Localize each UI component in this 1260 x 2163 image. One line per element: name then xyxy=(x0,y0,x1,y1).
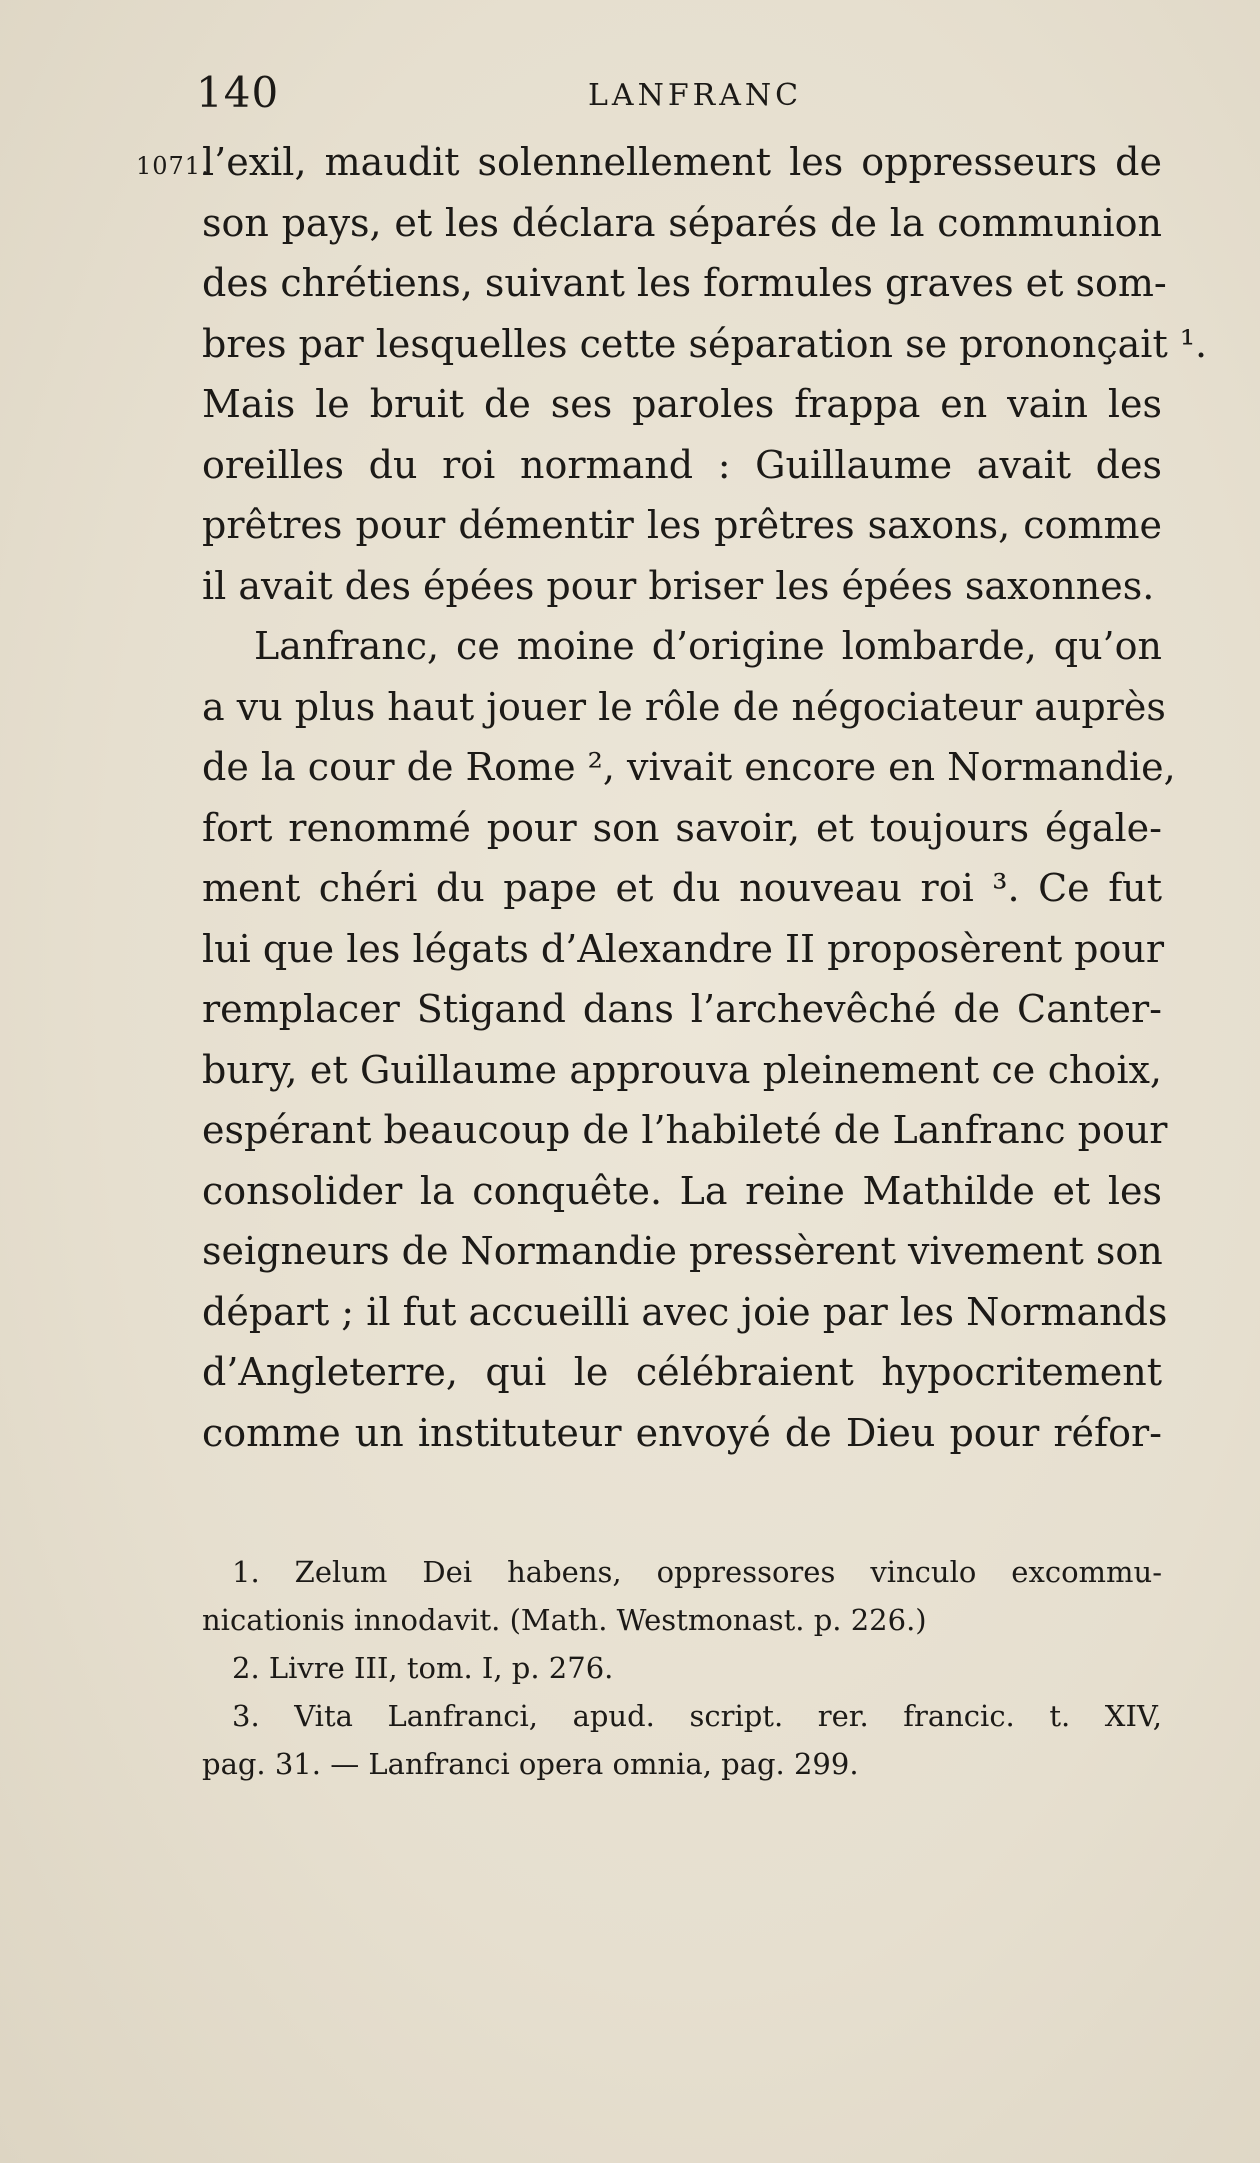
text-line: remplacer Stigand dans l’archevêché de Canter- xyxy=(202,987,1162,1031)
text-line: lui que les légats d’Alexandre II proposèrent pour xyxy=(202,926,1165,971)
footnote-line: nicationis innodavit. (Math. Westmonast. p. 226.) xyxy=(202,1603,927,1637)
text-line: oreilles du roi normand : Guillaume avait des xyxy=(202,442,1162,487)
text-line: bury, et Guillaume approuva pleinement ce choix, xyxy=(202,1047,1162,1092)
text-line: il avait des épées pour briser les épées saxonnes. xyxy=(202,563,1155,608)
text-line: Mais le bruit de ses paroles frappa en vain les xyxy=(202,382,1162,426)
text-line: comme un instituteur envoyé de Dieu pour réfor- xyxy=(202,1410,1162,1455)
footnote-line: 2. Livre III, tom. I, p. 276. xyxy=(232,1651,614,1685)
text-line: l’exil, maudit solennellement les oppresseurs de xyxy=(202,140,1162,184)
page-number: 140 xyxy=(196,68,280,117)
text-line: départ ; il fut accueilli avec joie par les Normands xyxy=(202,1289,1168,1334)
text-line: son pays, et les déclara séparés de la communion xyxy=(202,200,1162,245)
footnote-line: 3. Vita Lanfranci, apud. script. rer. francic. t. XIV, xyxy=(232,1699,1162,1733)
margin-year-note: 1071. xyxy=(136,152,210,180)
text-line: seigneurs de Normandie pressèrent vivement son xyxy=(202,1229,1163,1273)
footnote-line: pag. 31. — Lanfranci opera omnia, pag. 299. xyxy=(202,1747,859,1781)
text-line: prêtres pour démentir les prêtres saxons, comme xyxy=(202,503,1162,547)
body-text xyxy=(202,132,1208,1463)
text-line: bres par lesquelles cette séparation se prononçait ¹. xyxy=(202,321,1208,366)
running-title: LANFRANC xyxy=(588,78,803,113)
footnote-line: 1. Zelum Dei habens, oppressores vinculo excommu- xyxy=(232,1555,1162,1589)
footnotes xyxy=(202,1548,1162,1788)
text-line: d’Angleterre, qui le célébraient hypocritement xyxy=(202,1350,1162,1394)
text-line: a vu plus haut jouer le rôle de négociateur auprès xyxy=(202,684,1166,729)
text-line: Lanfranc, ce moine d’origine lombarde, qu’on xyxy=(254,624,1162,668)
text-line: des chrétiens, suivant les formules graves et som- xyxy=(202,261,1167,305)
text-line: fort renommé pour son savoir, et toujours égale- xyxy=(202,805,1162,850)
text-line: espérant beaucoup de l’habileté de Lanfranc pour xyxy=(202,1108,1168,1152)
text-line: consolider la conquête. La reine Mathilde et les xyxy=(202,1168,1162,1213)
page-header xyxy=(0,68,1260,128)
text-line: de la cour de Rome ², vivait encore en Normandie, xyxy=(202,745,1176,789)
text-line: ment chéri du pape et du nouveau roi ³. Ce fut xyxy=(202,866,1162,910)
